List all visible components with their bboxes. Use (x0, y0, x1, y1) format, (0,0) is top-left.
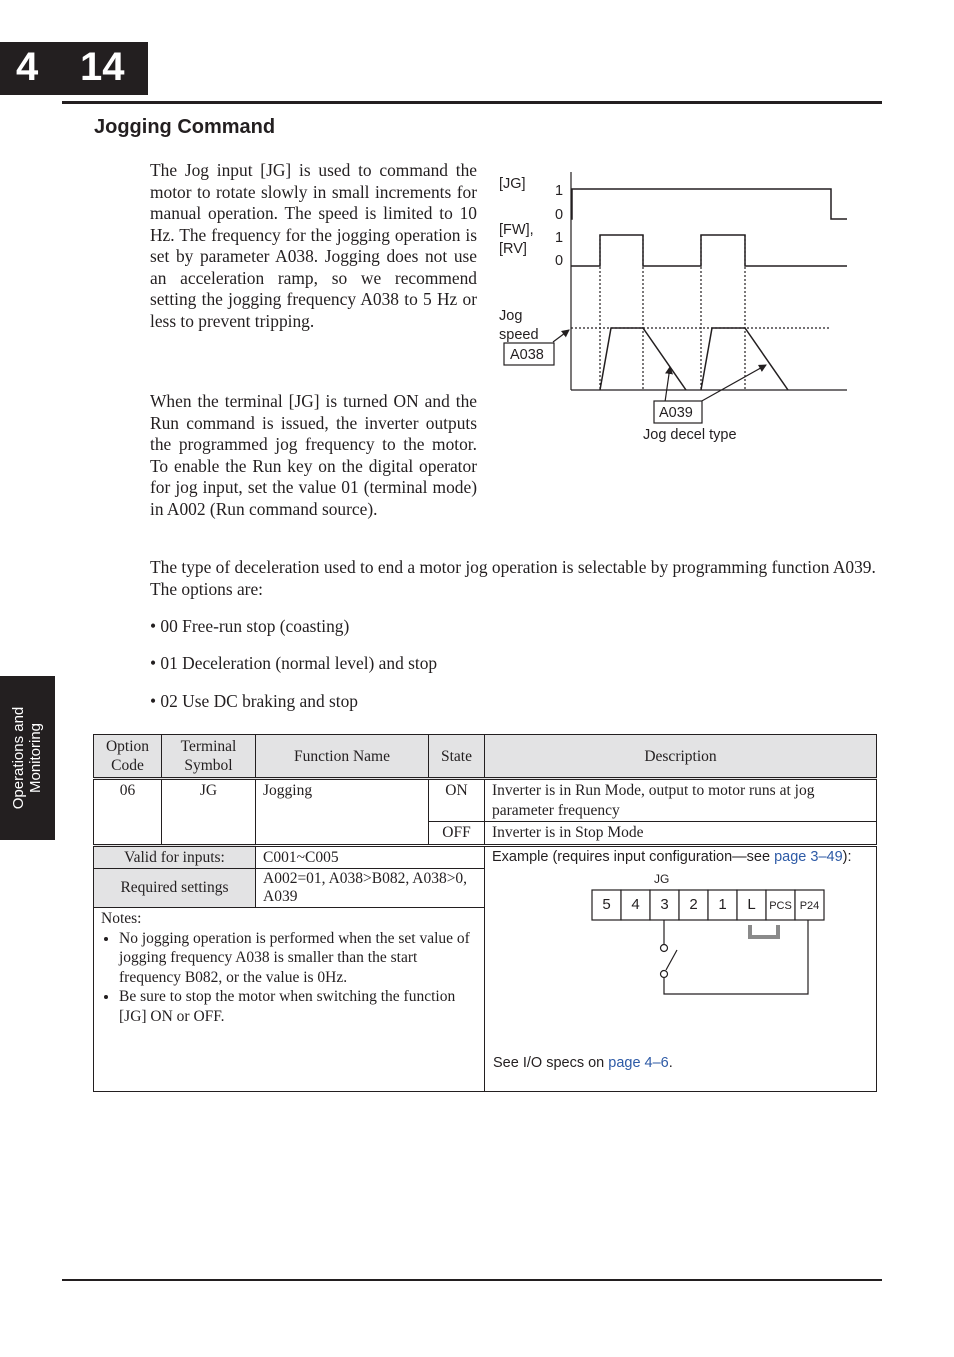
bullet-item: • 00 Free-run stop (coasting) (150, 616, 350, 636)
a039-arrow (665, 367, 670, 402)
a038-arrow (553, 330, 569, 342)
option-table (93, 734, 877, 1092)
header-state: State (429, 735, 485, 779)
switch-contact (661, 944, 668, 951)
switch-blade (666, 950, 677, 970)
a038-label: A038 (510, 347, 544, 363)
bullet-item: • 01 Deceleration (normal level) and stop (150, 653, 438, 673)
valid-inputs-value: C001~C005 (256, 845, 485, 869)
bottom-rule (62, 1279, 882, 1281)
paragraph-jog-run: When the terminal [JG] is turned ON and the Run command is issued, the inverter outputs the programmed jog frequency to the motor. To enable the Run key on the digital operator for jog input, set the value 01 (terminal mode) in A002 (Run command source). (150, 391, 477, 519)
side-tab-line2: Monitoring (27, 722, 44, 794)
description-off-cell: Inverter is in Stop Mode (485, 822, 877, 846)
jg-waveform (571, 189, 847, 219)
terminal-label: L (747, 895, 756, 913)
bullet-item: • 02 Use DC braking and stop (150, 691, 358, 711)
terminal-label: 4 (631, 895, 640, 913)
paragraph-jog-intro: The Jog input [JG] is used to command the motor to rotate slowly in small increments for manual operation. The speed is limited to 10 Hz. The frequency for the jogging operation is set by parameter A038. Jogging does not use an acceleration ramp, so we recommend setting the jogging frequency A038 to 5 Hz or less to prevent tripping. (150, 160, 477, 331)
a039-label: A039 (659, 405, 693, 421)
chapter-number: 4 (16, 45, 39, 89)
option-code-cell: 06 (94, 779, 162, 846)
terminal-label: 1 (718, 895, 727, 913)
terminal-symbol-cell: JG (162, 779, 256, 846)
terminal-label: P24 (799, 899, 820, 912)
page-number-box (0, 42, 148, 95)
decel-caption: Jog decel type (643, 427, 737, 443)
jg-signal-label: [JG] (499, 176, 526, 192)
section-title: Jogging Command (94, 116, 276, 138)
notes-title: Notes: (101, 910, 142, 927)
jg-terminal-label: JG (654, 871, 670, 886)
example-text: Example (requires input configuration—see (492, 848, 775, 865)
terminal-wiring-diagram (492, 866, 832, 1036)
example-page-link[interactable]: page 3–49 (774, 848, 843, 865)
header-option-code: Option Code (94, 735, 162, 779)
switch-contact (661, 970, 668, 977)
jog-speed-label-1: Jog (499, 308, 523, 324)
fwrv-waveform (571, 235, 847, 266)
page-number: 14 (80, 45, 125, 89)
state-on-cell: ON (429, 779, 485, 822)
terminal-label: 3 (660, 895, 669, 913)
note-item: • No jogging operation is performed when the set value of jogging frequency A038 is smaller than the start frequency B082, or the value is 0Hz. (119, 929, 477, 988)
jg-level-1: 1 (555, 183, 564, 199)
fwrv-level-1: 1 (555, 230, 564, 246)
side-tab-line1: Operations and (10, 706, 27, 810)
jog-speed-label-2: speed (499, 327, 539, 343)
notes-cell (94, 908, 485, 1092)
state-off-cell: OFF (429, 822, 485, 846)
header-terminal-symbol: Terminal Symbol (162, 735, 256, 779)
io-page-link[interactable]: page 4–6 (608, 1054, 669, 1071)
valid-inputs-label: Valid for inputs: (94, 845, 256, 869)
side-tab (0, 676, 55, 840)
io-text-end: . (668, 1054, 673, 1071)
fwrv-level-0: 0 (555, 253, 564, 269)
header-function-name: Function Name (256, 735, 429, 779)
fwrv-signal-label-1: [FW], (499, 222, 534, 238)
io-text: See I/O specs on (493, 1054, 609, 1071)
example-cell (485, 845, 877, 1092)
terminal-label: PCS (769, 899, 792, 912)
fwrv-signal-label-2: [RV] (499, 241, 527, 257)
function-name-cell: Jogging (256, 779, 429, 846)
wire (664, 920, 808, 994)
terminal-label: 5 (602, 895, 611, 913)
a039-arrow (700, 365, 766, 402)
jg-level-0: 0 (555, 207, 564, 223)
required-settings-value: A002=01, A038>B082, A038>0, A039 (256, 869, 485, 908)
paragraph-decel-type: The type of deceleration used to end a motor jog operation is selectable by programming function A039. The options are: (150, 557, 876, 599)
note-item: • Be sure to stop the motor when switching the function [JG] ON or OFF. (119, 987, 477, 1026)
jog-timing-diagram (490, 162, 870, 452)
jumper-bar (750, 925, 778, 937)
header-description: Description (485, 735, 877, 779)
terminal-label: 2 (689, 895, 698, 913)
description-on-cell: Inverter is in Run Mode, output to motor runs at jog parameter frequency (485, 779, 877, 822)
example-text-end: ): (842, 848, 852, 865)
required-settings-label: Required settings (94, 869, 256, 908)
top-rule (62, 101, 882, 104)
